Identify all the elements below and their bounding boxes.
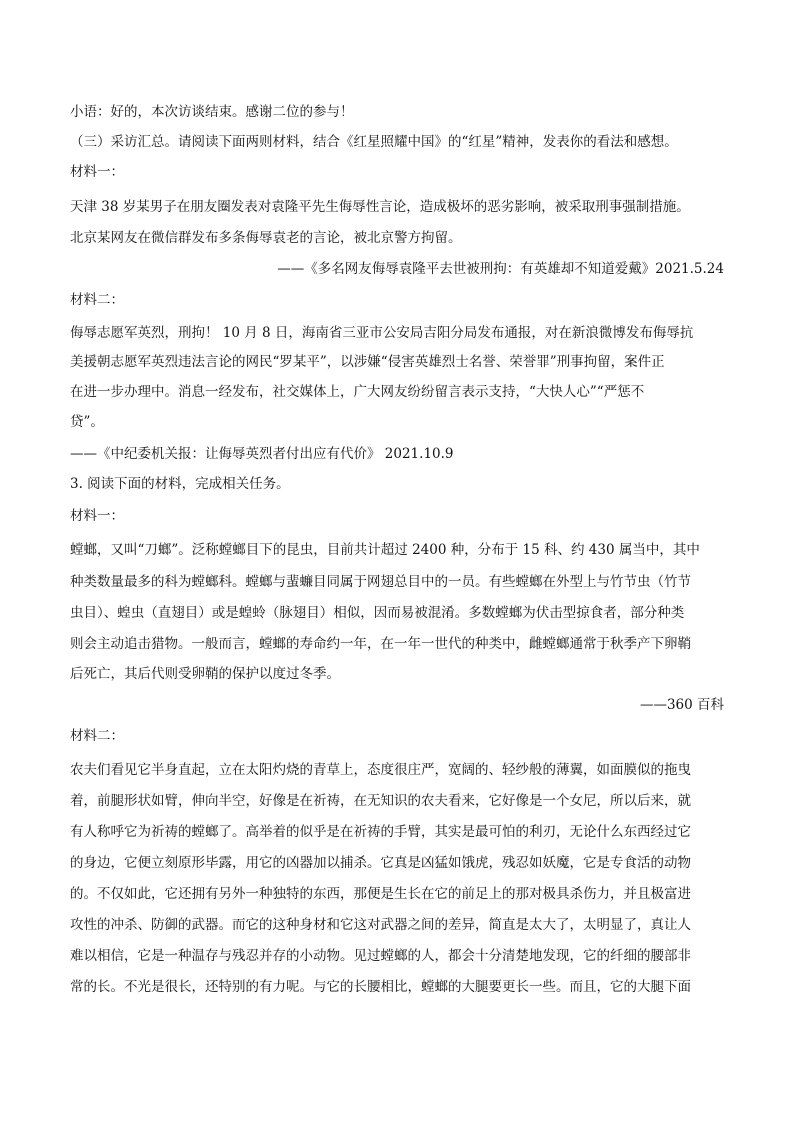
material-one-heading: 材料一： bbox=[70, 164, 124, 180]
paragraph-line: 农夫们看见它半身直起，立在太阳灼烧的青草上，态度很庄严，宽阔的、轻纱般的薄翼，如面膜似的拖曳 bbox=[70, 762, 691, 778]
paragraph-line: 常的长。不光是很长，还特别的有力呢。与它的长腰相比，螳螂的大腿要更长一些。而且，它的大腿下面 bbox=[70, 979, 691, 995]
paragraph-line: 的。不仅如此，它还拥有另外一种独特的东西，那便是生长在它的前足上的那对极具杀伤力，并且极富进 bbox=[70, 886, 691, 902]
question-3-heading: 3. 阅读下面的材料，完成相关任务。 bbox=[70, 476, 290, 492]
paragraph-line: 着，前腿形状如臂，伸向半空，好像是在祈祷，在无知识的农夫看来，它好像是一个女尼，所以后来，就 bbox=[70, 793, 691, 809]
paragraph-line: 北京某网友在微信群发布多条侮辱袁老的言论，被北京警方拘留。 bbox=[70, 230, 462, 246]
paragraph-line: 种类数量最多的科为螳螂科。螳螂与蜚蠊目同属于网翅总目中的一员。有些螳螂在外型上与竹节虫（竹节 bbox=[70, 574, 691, 590]
paragraph-line: 螳螂，又叫“刀螂”。泛称螳螂目下的昆虫，目前共计超过 2400 种，分布于 15 科、约 430 属当中，其中 bbox=[70, 542, 700, 558]
paragraph-line: 虫目）、蝗虫（直翅目）或是蝗蛉（脉翅目）相似，因而易被混淆。多数螳螂为伏击型掠食者，部分种类 bbox=[70, 605, 685, 621]
material-two-heading: 材料二： bbox=[70, 292, 124, 308]
paragraph-line: 天津 38 岁某男子在朋友圈发表对袁隆平先生侮辱性言论，造成极坏的恶劣影响，被采取刑事强制措施。 bbox=[70, 199, 690, 215]
paragraph-line: 难以相信，它是一种温存与残忍并存的小动物。见过螳螂的人，都会十分清楚地发现，它的纤细的腰部非 bbox=[70, 948, 691, 964]
paragraph-line: 则会主动追击猎物。一般而言，螳螂的寿命约一年，在一年一世代的种类中，雌螳螂通常于秋季产下卵鞘 bbox=[70, 636, 691, 652]
paragraph-line: 美援朝志愿军英烈违法言论的网民“罗某平”，以涉嫌“侵害英雄烈士名誉、荣誉罪”刑事拘留，案件正 bbox=[70, 354, 665, 370]
paragraph-line: 的身边，它便立刻原形毕露，用它的凶器加以捕杀。它真是凶猛如饿虎，残忍如妖魔，它是专食活的动物 bbox=[70, 855, 691, 871]
source-citation: ——《多名网友侮辱袁隆平去世被刑拘：有英雄却不知道爱戴》2021.5.24 bbox=[277, 261, 724, 277]
paragraph-line: 攻性的冲杀、防御的武器。而它的这种身材和它这对武器之间的差异，简直是太大了，太明显了，真让人 bbox=[70, 917, 691, 933]
paragraph-line: 贷”。 bbox=[70, 414, 104, 430]
material-two-heading: 材料二： bbox=[70, 728, 124, 744]
paragraph-line: 后死亡，其后代则受卵鞘的保护以度过冬季。 bbox=[70, 666, 340, 682]
source-citation: ——360 百科 bbox=[639, 697, 724, 713]
paragraph-line: 有人称呼它为祈祷的螳螂了。高举着的似乎是在祈祷的手臂，其实是最可怕的利刃，无论什么东西经过它 bbox=[70, 824, 691, 840]
material-one-heading: 材料一： bbox=[70, 508, 124, 524]
paragraph-line: 侮辱志愿军英烈，刑拘！ 10 月 8 日，海南省三亚市公安局吉阳分局发布通报，对在新浪微博发布侮辱抗 bbox=[70, 325, 694, 341]
task-instruction-line: （三）采访汇总。请阅读下面两则材料，结合《红星照耀中国》的“红星”精神，发表你的看法和感想。 bbox=[70, 134, 678, 150]
paragraph-line: 在进一步办理中。消息一经发布，社交媒体上，广大网友纷纷留言表示支持，“大快人心”“严惩不 bbox=[70, 384, 645, 400]
source-citation: ——《中纪委机关报：让侮辱英烈者付出应有代价》 2021.10.9 bbox=[70, 446, 454, 462]
dialogue-closing-line: 小语：好的，本次访谈结束。感谢二位的参与！ bbox=[70, 104, 354, 120]
